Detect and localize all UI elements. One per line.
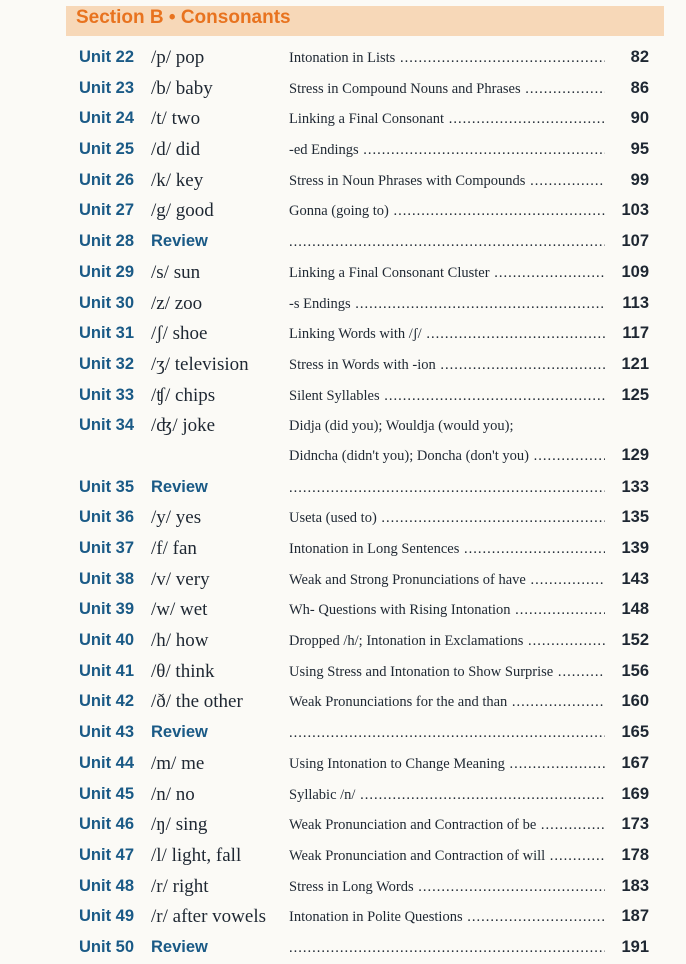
toc-row-unit-41[interactable] (79, 657, 649, 688)
unit-sound: /θ/ think (151, 660, 215, 682)
unit-label: Unit 47 (79, 845, 135, 864)
unit-review-label: Review (151, 723, 208, 742)
unit-label: Unit 28 (79, 232, 135, 251)
unit-label: Unit 27 (79, 201, 135, 220)
unit-sound: /p/ pop (151, 47, 205, 68)
unit-label: Unit 36 (79, 508, 135, 527)
unit-sound: /k/ key (151, 169, 204, 191)
toc-row-unit-34[interactable] (79, 411, 649, 472)
unit-sound: /w/ wet (151, 599, 208, 621)
toc-row-unit-29[interactable] (79, 258, 649, 289)
unit-sound: /ʤ/ joke (151, 415, 216, 437)
unit-topic: Weak Pronunciation and Contraction of be ..... (289, 817, 605, 834)
unit-topic: Using Stress and Intonation to Show Surprise ..... (289, 664, 605, 681)
unit-topic: Silent Syllables ..... (289, 388, 605, 405)
unit-label: Unit 50 (79, 937, 135, 956)
unit-topic-line-2: Didncha (didn't you); Doncha (don't you) ..... (289, 448, 605, 465)
unit-topic: Weak Pronunciations for the and than ..... (289, 694, 605, 711)
unit-topic-line-1: Didja (did you); Wouldja (would you); (289, 418, 514, 435)
unit-topic: Linking Words with /ʃ/ ..... (289, 326, 605, 343)
unit-label: Unit 29 (79, 262, 135, 281)
unit-topic: Stress in Words with -ion ..... (289, 357, 605, 374)
page-number: 103 (621, 201, 649, 220)
unit-label: Unit 24 (79, 109, 135, 128)
unit-label: Unit 42 (79, 692, 135, 711)
unit-topic: Useta (used to) ..... (289, 510, 605, 527)
toc-row-unit-35[interactable] (79, 473, 649, 504)
unit-sound: /s/ sun (151, 261, 201, 283)
toc-row-unit-49[interactable] (79, 902, 649, 933)
unit-topic: Stress in Long Words ..... (289, 879, 605, 896)
page-number: 169 (621, 784, 649, 803)
page-number: 191 (621, 937, 649, 956)
unit-sound: /m/ me (151, 752, 205, 774)
page-number: 99 (630, 170, 649, 189)
page-number: 129 (621, 446, 649, 465)
unit-label: Unit 33 (79, 385, 135, 404)
unit-sound: /v/ very (151, 568, 210, 590)
unit-label: Unit 26 (79, 170, 135, 189)
unit-sound: /ŋ/ sing (151, 814, 208, 836)
toc-row-unit-25[interactable] (79, 135, 649, 166)
unit-label: Unit 45 (79, 784, 135, 803)
unit-topic: Intonation in Lists ..... (289, 50, 605, 67)
page-number: 167 (621, 753, 649, 772)
unit-topic: Wh- Questions with Rising Intonation ..... (289, 602, 605, 619)
page-number: 152 (621, 631, 649, 650)
page-number: 160 (621, 692, 649, 711)
toc-row-unit-39[interactable] (79, 595, 649, 626)
unit-topic: Stress in Compound Nouns and Phrases ..... (289, 81, 605, 98)
toc-row-unit-26[interactable] (79, 166, 649, 197)
unit-label: Unit 48 (79, 876, 135, 895)
page-number: 109 (621, 262, 649, 281)
unit-sound: /r/ right (151, 875, 209, 897)
unit-topic: Syllabic /n/ ..... (289, 787, 605, 804)
toc-row-unit-50[interactable] (79, 933, 649, 964)
toc-row-unit-46[interactable] (79, 810, 649, 841)
unit-sound: /ʒ/ television (151, 353, 249, 375)
unit-review-label: Review (151, 937, 208, 956)
page-number: 95 (630, 140, 649, 159)
unit-label: Unit 35 (79, 477, 135, 496)
page-number: 107 (621, 232, 649, 251)
unit-sound: /r/ after vowels (151, 906, 267, 928)
page-number: 135 (621, 508, 649, 527)
unit-label: Unit 40 (79, 631, 135, 650)
unit-sound: /b/ baby (151, 77, 213, 99)
toc-row-unit-33[interactable] (79, 381, 649, 412)
toc-row-unit-40[interactable] (79, 626, 649, 657)
page-number: 187 (621, 907, 649, 926)
page-number: 156 (621, 661, 649, 680)
page-number: 183 (621, 876, 649, 895)
unit-topic: Dropped /h/; Intonation in Exclamations ..... (289, 633, 605, 650)
unit-topic (289, 480, 605, 497)
unit-topic: Using Intonation to Change Meaning ..... (289, 756, 605, 773)
unit-sound: /t/ two (151, 108, 201, 130)
section-title: Section B • Consonants (76, 7, 291, 28)
toc-row-unit-32[interactable] (79, 350, 649, 381)
unit-label: Unit 46 (79, 815, 135, 834)
unit-label: Unit 41 (79, 661, 135, 680)
table-of-contents (79, 43, 649, 964)
page-number: 148 (621, 600, 649, 619)
unit-topic: Intonation in Long Sentences ..... (289, 541, 605, 558)
unit-topic: Linking a Final Consonant Cluster ..... (289, 265, 605, 282)
toc-row-unit-38[interactable] (79, 565, 649, 596)
unit-topic (289, 234, 605, 251)
unit-sound: /z/ zoo (151, 292, 203, 314)
toc-row-unit-42[interactable] (79, 687, 649, 718)
unit-sound: /ʃ/ shoe (151, 323, 208, 345)
unit-label: Unit 49 (79, 907, 135, 926)
unit-label: Unit 39 (79, 600, 135, 619)
toc-row-unit-23[interactable] (79, 74, 649, 105)
page-number: 121 (621, 354, 649, 373)
page-number: 133 (621, 477, 649, 496)
unit-review-label: Review (151, 477, 208, 496)
page-number: 82 (630, 48, 649, 66)
page-number: 178 (621, 845, 649, 864)
unit-label: Unit 43 (79, 723, 135, 742)
unit-review-label: Review (151, 232, 208, 251)
unit-label: Unit 31 (79, 324, 135, 343)
unit-sound: /n/ no (151, 783, 195, 805)
toc-row-unit-30[interactable] (79, 289, 649, 320)
unit-topic: -ed Endings ..... (289, 142, 605, 159)
unit-sound: /ʧ/ chips (151, 384, 216, 406)
toc-row-unit-36[interactable] (79, 503, 649, 534)
page-number: 143 (621, 569, 649, 588)
unit-topic: Weak and Strong Pronunciations of have ..... (289, 572, 605, 589)
toc-row-unit-45[interactable] (79, 780, 649, 811)
page-number: 113 (622, 293, 649, 312)
unit-label: Unit 38 (79, 569, 135, 588)
unit-sound: /y/ yes (151, 507, 202, 529)
page-number: 165 (621, 723, 649, 742)
toc-row-unit-22[interactable] (79, 43, 649, 74)
unit-sound: /h/ how (151, 630, 209, 652)
page-number: 90 (630, 109, 649, 128)
unit-topic: -s Endings ..... (289, 296, 605, 313)
toc-row-unit-37[interactable] (79, 534, 649, 565)
unit-sound: /l/ light, fall (151, 844, 242, 866)
unit-sound: /ð/ the other (151, 691, 243, 713)
unit-topic (289, 725, 605, 742)
toc-row-unit-24[interactable] (79, 104, 649, 135)
unit-label: Unit 44 (79, 753, 135, 772)
page-number: 173 (621, 815, 649, 834)
unit-topic: Weak Pronunciation and Contraction of will ..... (289, 848, 605, 865)
unit-sound: /g/ good (151, 200, 214, 222)
page-number: 139 (621, 539, 649, 558)
unit-topic: Intonation in Polite Questions ..... (289, 909, 605, 926)
toc-row-unit-48[interactable] (79, 872, 649, 903)
unit-label: Unit 34 (79, 416, 135, 435)
unit-label: Unit 22 (79, 48, 135, 66)
unit-label: Unit 25 (79, 140, 135, 159)
unit-label: Unit 23 (79, 78, 135, 97)
toc-row-unit-44[interactable] (79, 749, 649, 780)
toc-row-unit-31[interactable] (79, 319, 649, 350)
unit-topic: Stress in Noun Phrases with Compounds ..... (289, 173, 605, 190)
unit-sound: /d/ did (151, 139, 201, 161)
unit-topic: Gonna (going to) ..... (289, 203, 605, 220)
toc-row-unit-47[interactable] (79, 841, 649, 872)
page-number: 117 (622, 324, 649, 343)
toc-row-unit-43[interactable] (79, 718, 649, 749)
page-number: 125 (621, 385, 649, 404)
unit-topic: Linking a Final Consonant ..... (289, 111, 605, 128)
unit-sound: /f/ fan (151, 538, 197, 560)
toc-row-unit-28[interactable] (79, 227, 649, 258)
toc-row-unit-27[interactable] (79, 196, 649, 227)
unit-label: Unit 30 (79, 293, 135, 312)
page-number: 86 (630, 78, 649, 97)
unit-label: Unit 32 (79, 354, 135, 373)
unit-topic (289, 940, 605, 957)
unit-label: Unit 37 (79, 539, 135, 558)
